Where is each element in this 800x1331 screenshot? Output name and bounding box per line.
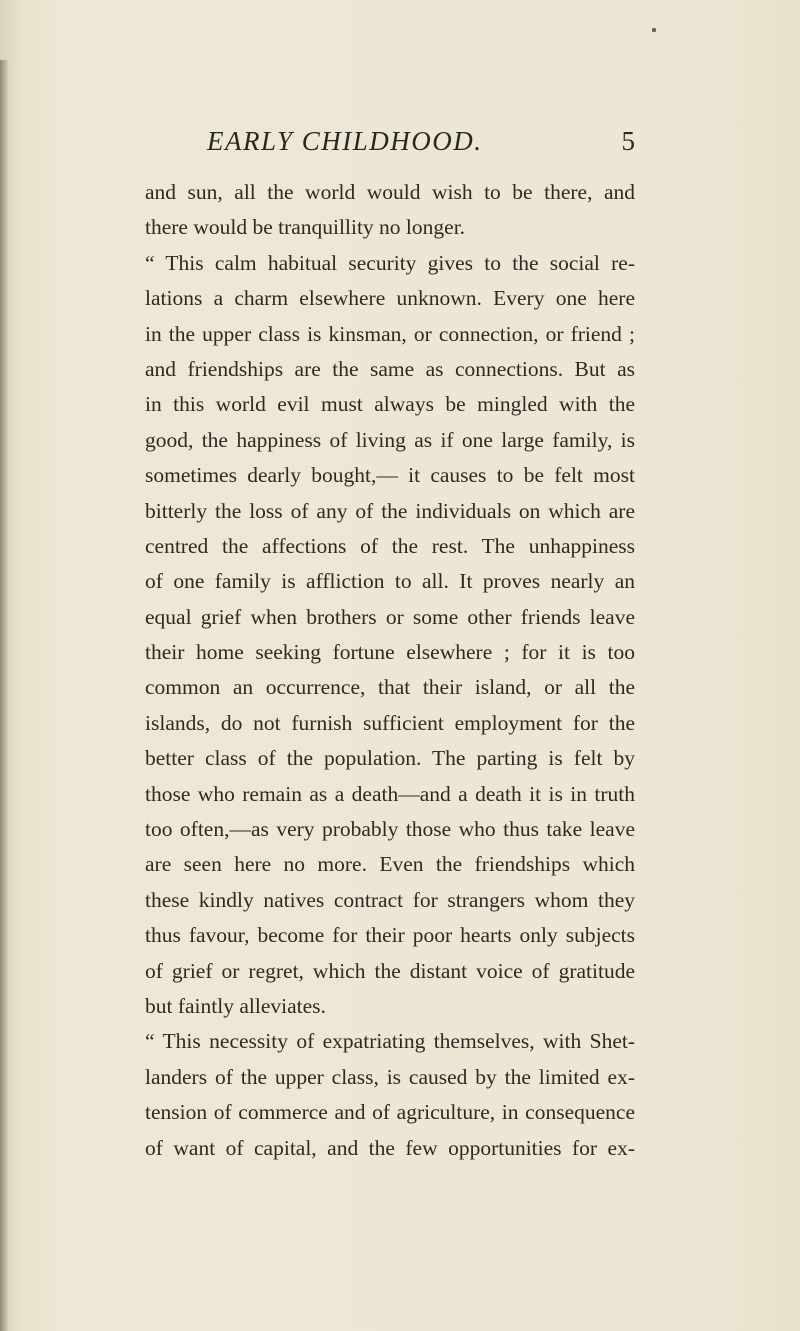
text-line: in this world evil must always be mingled with the	[145, 392, 635, 417]
text-line: of grief or regret, which the distant voice of gratitude	[145, 958, 635, 983]
text-line: equal grief when brothers or some other friends leave	[145, 604, 635, 629]
text-line: “ This necessity of expatriating themselves, with Shet-	[145, 1029, 635, 1054]
text-line: centred the affections of the rest. The unhappiness	[145, 533, 635, 558]
text-line: tension of commerce and of agriculture, in consequence	[145, 1100, 635, 1125]
text-line: islands, do not furnish sufficient employment for the	[145, 710, 635, 735]
page-number: 5	[621, 126, 635, 156]
text-line: of want of capital, and the few opportunities for ex-	[145, 1135, 635, 1160]
binding-shadow	[0, 60, 9, 1331]
text-line: those who remain as a death—and a death it is in truth	[145, 781, 635, 806]
text-line: thus favour, become for their poor hearts only subjects	[145, 923, 635, 948]
page-header	[145, 126, 635, 166]
text-line: and friendships are the same as connections. But as	[145, 356, 635, 381]
text-line: and sun, all the world would wish to be there, and	[145, 180, 635, 204]
text-line: “ This calm habitual security gives to the social re-	[145, 250, 635, 275]
text-line: sometimes dearly bought,— it causes to be felt most	[145, 463, 635, 488]
text-line: landers of the upper class, is caused by the limited ex-	[145, 1064, 635, 1089]
text-line: common an occurrence, that their island, or all the	[145, 675, 635, 700]
text-line: there would be tranquillity no longer.	[145, 215, 466, 240]
text-line: better class of the population. The parting is felt by	[145, 746, 635, 771]
text-line: are seen here no more. Even the friendships which	[145, 852, 635, 877]
body-text	[145, 175, 635, 1166]
text-line: bitterly the loss of any of the individuals on which are	[145, 498, 635, 523]
text-line: good, the happiness of living as if one large family, is	[145, 427, 635, 452]
text-line: in the upper class is kinsman, or connection, or friend ;	[145, 321, 635, 346]
page-speck	[652, 28, 656, 32]
text-line: their home seeking fortune elsewhere ; for it is too	[145, 640, 635, 665]
text-line: too often,—as very probably those who thus take leave	[145, 817, 635, 842]
text-line: these kindly natives contract for strangers whom they	[145, 887, 635, 912]
text-line: but faintly alleviates.	[145, 993, 326, 1018]
text-line: of one family is affliction to all. It proves nearly an	[145, 569, 635, 594]
running-head: EARLY CHILDHOOD.	[207, 126, 483, 156]
text-line: lations a charm elsewhere unknown. Every one here	[145, 286, 635, 311]
